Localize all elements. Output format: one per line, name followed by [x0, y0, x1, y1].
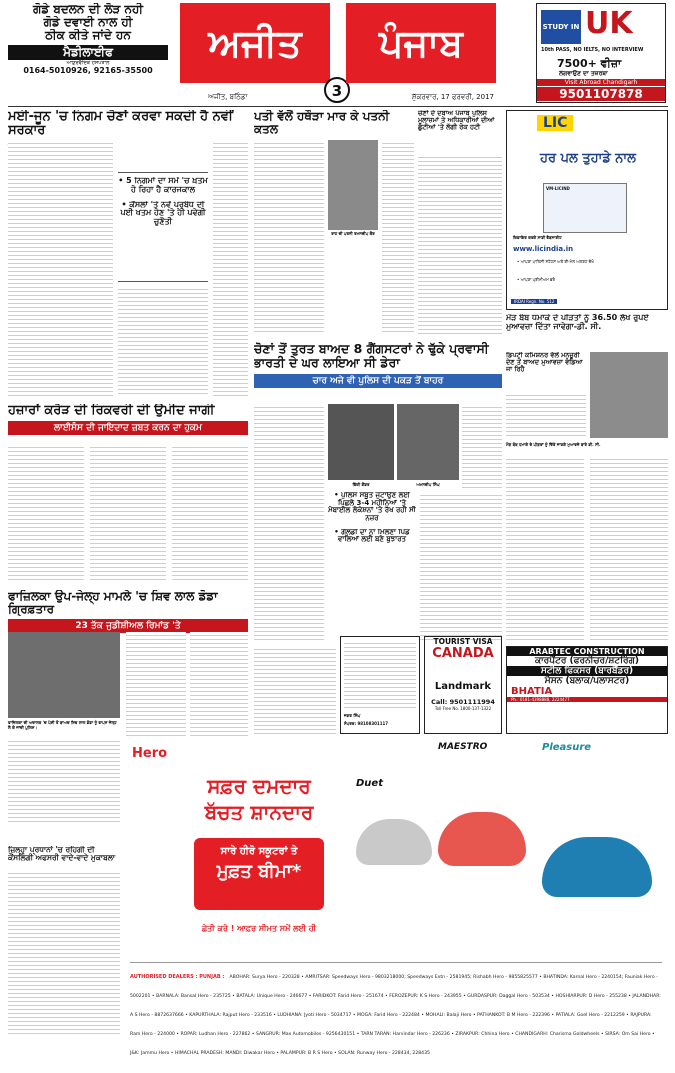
ear-ad-left: [8, 3, 168, 87]
article-hammer-murder: [254, 110, 414, 340]
article-body-a1b: [213, 140, 248, 396]
arabtec-agency: BHATIA: [511, 686, 553, 697]
headline-hammer-murder: ਪਤੀ ਵੱਲੋਂ ਹਥੌੜਾ ਮਾਰ ਕੇ ਪਤਨੀ ਕਤਲ: [254, 110, 390, 137]
masthead-edition: ਅਜੀਤ, ਬਠਿੰਡਾ: [208, 93, 248, 101]
ear-right-line2: ਲਗਵਾਉਣ ਦਾ ਤਜ਼ਰਬਾ: [559, 70, 608, 77]
ad-lic: [506, 110, 668, 310]
arabtec-phone: Ph.: 0181-4398888, 2224477: [507, 697, 667, 702]
caption-vicky-gounder: ਵਿੱਕੀ ਗੌਂਡਰ: [352, 482, 370, 487]
scooter-maestro-body: [438, 812, 526, 866]
ear-left-line3: ਠੀਕ ਕੀਤੇ ਜਾਂਦੇ ਹਨ: [45, 29, 131, 43]
photo-victim: [328, 140, 378, 230]
article-body-mid-center: [254, 646, 336, 734]
scooter-duet-label: Duet: [356, 778, 383, 789]
pull-quote-a1-2: • ਕੌਂਸਲਾਂ 'ਤੇ ਨਵੇਂ ਪ੍ਰਬੰਧ ਦੀ ਪਈ ਖਤਮ ਹੋਣ 'ਤੇ ਹੀ ਪਵੇਗੀ ਚੁਣੌਤੀ: [120, 200, 206, 227]
scooter-duet-body: [356, 819, 432, 865]
lic-slogan: ਹਰ ਪਲ ਤੁਹਾਡੇ ਨਾਲ: [540, 151, 636, 166]
scooter-maestro: [438, 742, 530, 902]
lic-reg: IRDAI Regn. No. 512: [511, 299, 557, 304]
ear-right-visa: 7500+ ਵੀਜ਼ਾ: [557, 57, 622, 70]
hero-offer-box: [194, 838, 324, 910]
ear-left-phones: 0164-5010926, 92165-35500: [23, 66, 153, 76]
visa-country: CANADA: [432, 646, 494, 661]
hero-dealers-title: AUTHORISED DEALERS : PUNJAB :: [130, 974, 225, 980]
photo-dc: [590, 352, 668, 438]
article-body-a6b: [506, 456, 584, 640]
headline-fazilka: ਫਾਜ਼ਿਲਕਾ ਉਪ-ਜੇਲ੍ਹ ਮਾਮਲੇ 'ਚ ਸ਼ਿਵ ਲਾਲ ਡੋਡਾ ਗ੍ਰਿਫ਼ਤਾਰ: [8, 590, 218, 617]
ad-matrimonial-body: [344, 640, 416, 710]
lic-phone-graphic: [543, 183, 627, 233]
article-nigam-elections: [8, 110, 248, 400]
article-body-a8c: [8, 738, 120, 822]
study-box: [541, 10, 581, 44]
caption-a2: ਰਾਹ ਦੀ ਪਤਨੀ ਰਮਨਦੀਪ ਕੌਰ: [331, 231, 375, 236]
pull-quote-a4-1: • ਪੁਲਿਸ ਸਬੂਤ ਜੁਟਾਉਣ ਲਈ ਪਿਛਲੇ 3-4 ਮਹੀਨਿਆਂ 'ਤੇ ਮੋਬਾਈਲ ਲੋਕੇਸ਼ਨਾਂ 'ਤੇ ਰੱਖ ਰਹੀ ਸੀ ਨਜ਼ਰ: [328, 492, 416, 523]
arabtec-sub2: ਸਟੀਲ ਫਿਕਸਰ (ਬਾਰਬੈਂਡਰ): [507, 666, 667, 676]
hero-brand: Hero: [132, 746, 168, 761]
strap-fazilka: 23 ਤੱਕ ਜੁਡੀਸ਼ੀਅਲ ਰਿਮਾਂਡ 'ਤੇ: [8, 619, 248, 633]
pull-quote-a1: [118, 172, 208, 282]
article-body-a7: [8, 444, 84, 582]
headline-gangsters: ਚੋਣਾਂ ਤੋਂ ਤੁਰਤ ਬਾਅਦ 8 ਗੈਂਗਸਟਰਾਂ ਨੇ ਢੁੱਕੇ ਪ੍ਰਵਾਸੀ ਭਾਰਤੀ ਦੇ ਘਰ ਲਾਇਆ ਸੀ ਡੇਰਾ: [254, 342, 489, 370]
pull-quote-a1-1: • 5 ਨਿਗਮਾਂ ਦਾ ਸਮੇਂ 'ਚ ਖ਼ਤਮ ਹੋ ਰਿਹਾ ਹੈ ਕਾਰਜਕਾਲ: [118, 177, 208, 194]
masthead-title-right: ਪੰਜਾਬ: [346, 3, 496, 83]
article-body-a3: [418, 154, 502, 334]
article-body-a7c: [172, 444, 248, 582]
ad-hero: [124, 738, 668, 1064]
ear-right-phone: 9501107878: [537, 87, 665, 101]
article-gangsters: [254, 342, 502, 644]
ad-matrimonial: [340, 636, 420, 734]
headline-maur-blast: ਮੌੜ ਬੰਬ ਧਮਾਕੇ ਦੇ ਪੀੜਤਾਂ ਨੂੰ 36.50 ਲੱਖ ਰੁਪਏ ਮੁਆਵਜ਼ਾ ਦਿੱਤਾ ਜਾਵੇਗਾ-ਡੀ. ਸੀ.: [506, 314, 649, 331]
ear-left-line2: ਗੋਡੇ ਦਵਾਈ ਨਾਲ ਹੀ: [43, 16, 133, 30]
headline-dc-compensation: ਡਿਪਟੀ ਕਮਿਸ਼ਨਰ ਵੱਲੋਂ ਮਨਜ਼ੂਰੀ ਦੇਣ ਤੋਂ ਬਾਅਦ ਮੁਆਵਜ਼ਾ ਵੰਡਿਆ ਜਾ ਰਿਹੈ: [506, 352, 583, 374]
masthead: [178, 3, 498, 103]
hero-dealers-list: ABOHAR: Surya Hero - 220328 • AMRITSAR: Speedways Hero - 9803218000; Speedways Extn - 2581945; Rishabh Hero - 9855825577 • BHATINDA: Karnal Hero - 2240154; Fauniak Hero - 5002201 • BARNALA: Bansal Hero - 235725 • BATALA: Unique Hero - 246677 • FARIDKOT: Farid Hero - 251674 • FEROZEPUR: K S Hero - 243955 • GURDASPUR: Daggal Hero - 503534 • HOSHIARPUR: D Hero - 255238 • JALANDHAR: A S Hero - 8872637666 • KAPURTHALA: Rajput Hero - 233516 • LUDHIANA: Jyoti Hero - 5034717 • MOGA: Farid Hero - 222484 • MOHALI: Balaji Hero • PATHANKOT: B M Hero - 222396 • PATIALA: Goel Hero - 2212259 • RAJPURA: Ram Hero - 224000 • ROPAR: Ludhan Hero - 227862 • SANGRUR: Max Automobiles - 9256430151 • TARN TARAN: Harvindar Hero - 226236 • ZIRAKPUR: Chhina Hero • CHANDIGARH: Charisma Goldwheels • SIRSA: Om Sai Hero • J&K: Jammu Hero • HIMACHAL PRADESH: MANDI: Diwakar Hero • PALAMPUR: B R S Hero • SOLAN: Runway Hero - 228434, 228435: [130, 975, 661, 1056]
scooter-pleasure-body: [542, 837, 652, 897]
article-body-a2b: [382, 140, 414, 335]
article-maur-blast: [506, 314, 668, 348]
photo-fazilka: [8, 632, 120, 718]
ad-tourist-visa: [424, 636, 502, 734]
lic-line2: • ਆਪਣਾ ਪਾਲਿਸੀ ਸਟੇਟਸ ਅਤੇ ਈ-ਮੇਲ ਅਲਰਟ ਦੇਖੋ: [517, 259, 594, 264]
scooter-maestro-label: MAESTRO: [438, 742, 488, 752]
strap-gangsters: ਚਾਰ ਅਜੇ ਵੀ ਪੁਲਿਸ ਦੀ ਪਕੜ ਤੋਂ ਬਾਹਰ: [254, 374, 502, 388]
ad-matrimonial-line1: ਜਗਤ ਸਿੰਘ: [344, 713, 361, 718]
photo-vicky-gounder: [328, 404, 394, 480]
masthead-rule: [8, 106, 668, 107]
hero-slogan-1: ਸਫ਼ਰ ਦਮਦਾਰ: [207, 774, 311, 798]
hero-cta: ਛੇਤੀ ਕਰੋ ! ਆਫ਼ਰ ਸੀਮਤ ਸਮੇਂ ਲਈ ਹੀ: [201, 924, 317, 933]
ear-right-line1: 10th PASS, NO IELTS, NO INTERVIEW: [541, 47, 644, 53]
caption-amandeep-singh: ਅਮਨਦੀਪ ਸਿੰਘ: [416, 482, 440, 487]
arabtec-title: ARABTEC CONSTRUCTION: [507, 647, 667, 656]
article-body-a4: [254, 404, 324, 642]
headline-recovery: ਹਜ਼ਾਰਾਂ ਕਰੋੜ ਦੀ ਰਿਕਵਰੀ ਦੀ ਉਮੀਦ ਜਾਗੀ: [8, 404, 215, 418]
caption-a6: ਮੌੜ ਬੰਬ ਧਮਾਕੇ ਦੇ ਪੀੜਤਾਂ ਨੂੰ ਦਿੱਤੇ ਜਾਣਗੇ ਮੁਆਵਜ਼ੇ ਬਾਰੇ ਡੀ. ਸੀ.: [506, 442, 601, 447]
ear-left-line1: ਗੋਡੇ ਬਦਲਨ ਦੀ ਲੋੜ ਨਹੀ: [33, 3, 143, 16]
strap-recovery: ਲਾਈਸੰਸ ਦੀ ਜਾਇਦਾਦ ਜ਼ਬਤ ਕਰਨ ਦਾ ਹੁਕਮ: [8, 421, 248, 435]
article-body-a6: [506, 392, 586, 438]
visa-title: TOURIST VISA: [433, 637, 493, 646]
hero-dealers-block: [130, 962, 662, 1061]
lic-brand: LIC: [537, 115, 573, 131]
article-district-presidents: [8, 846, 120, 1036]
ear-ad-right: [536, 3, 666, 103]
article-body-a9: [8, 870, 120, 1034]
ear-left-clinic: ਮੈਡੀਲਾਈਫ: [8, 45, 168, 60]
lic-line1: ਕਿਫ਼ਾਇਤ ਕਰਕੇ ਸਾਡੀ ਵੈਬਸਾਈਟ: [513, 235, 562, 240]
headline-police-leave: ਚੋਣਾਂ ਦੇ ਦਬਾਅ ਪੰਜਾਬ ਪੁਲਿਸ ਮੁਲਾਜ਼ਮਾਂ ਤੇ ਅਧਿਕਾਰੀਆਂ ਦੀਆਂ ਛੁੱਟੀਆਂ 'ਤੇ ਲੱਗੀ ਰੋਕ ਹਟੀ: [418, 110, 495, 132]
scooter-pleasure: [542, 742, 662, 942]
masthead-date: ਸ਼ੁੱਕਰਵਾਰ, 17 ਫਰਵਰੀ, 2017: [411, 93, 494, 101]
hero-offer-1: ਸਾਰੇ ਹੀਰੋ ਸਕੂਟਰਾਂ ਤੇ: [220, 846, 298, 857]
article-body-a1: [8, 140, 113, 396]
lic-url[interactable]: www.licindia.in: [513, 245, 574, 253]
caption-a8: ਫਾਜ਼ਿਲਕਾ ਦੀ ਅਦਾਲਤ 'ਚ ਪੇਸ਼ੀ ਤੋਂ ਬਾਅਦ ਸ਼ਿਵ ਲਾਲ ਡੋਡਾ ਨੂੰ ਵਾਪਸ ਜੇਲ੍ਹ ਲੈ ਕੇ ਜਾਂਦੀ ਪੁਲਿਸ।: [8, 720, 117, 730]
article-body-a1c: [118, 286, 208, 396]
visa-brand: Landmark: [434, 681, 492, 692]
ear-right-office: Visit Abroad Chandigarh: [537, 79, 665, 86]
lic-vm: VM-LICIND: [546, 186, 570, 191]
visa-toll: Toll Free No. 1800-137-1322: [434, 706, 492, 711]
ear-right-country: UK: [585, 6, 633, 41]
arabtec-sub1: ਕਾਰਪੈਂਟਰ (ਫਰਨੀਚਰ/ਸ਼ਟਰਿੰਗ): [534, 656, 640, 666]
ad-matrimonial-line2: ਸੰਪਰਕ: 98108301117: [344, 721, 389, 726]
pull-quote-a4-2: • ਗੋਲਡੀ ਦਾ ਨਾ ਮਿਲਣਾ ਪਿੰਡ ਵਾਲਿਆਂ ਲਈ ਬਣੇ ਬੁਝਾਰਤ: [334, 528, 410, 544]
article-body-a7b: [90, 444, 166, 582]
visa-phone: Call: 9501111994: [431, 698, 495, 706]
headline-nigam-elections: ਮਈ-ਜੂਨ 'ਚ ਨਿਗਮ ਚੋਣਾਂ ਕਰਵਾ ਸਕਦੀ ਹੈ ਨਵੀਂ ਸਰਕਾਰ: [8, 110, 233, 139]
scooter-pleasure-label: Pleasure: [542, 742, 592, 753]
photo-amandeep-singh: [397, 404, 459, 480]
article-dc-compensation: [506, 352, 668, 642]
masthead-title-left: ਅਜੀਤ: [180, 3, 330, 83]
hero-slogan-2: ਬੱਚਤ ਸ਼ਾਨਦਾਰ: [204, 800, 314, 824]
hero-offer-2: ਮੁਫ਼ਤ ਬੀਮਾ*: [216, 861, 302, 882]
arabtec-sub3: ਮੈਸਨ (ਬਲਾਕ/ਪਲਾਸਟਰ): [544, 676, 630, 686]
ear-left-clinic-sub: ਆਯੁਰਵੈਦਿਕ ਹਸਪਤਾਲ: [66, 59, 110, 66]
article-mid-center: [254, 646, 336, 736]
ad-arabtec: [506, 646, 668, 734]
article-police-leave: [418, 110, 502, 340]
article-recovery: [8, 404, 248, 584]
scooter-duet: [356, 778, 434, 898]
article-body-a6c: [590, 456, 668, 640]
headline-district-presidents: ਜ਼ਿਲ੍ਹਾ ਪ੍ਰਧਾਨਾਂ 'ਚ ਰਹਿਗੀ ਦੀ ਕੌਂਸਲਿੰਗੀ ਅਫਸਰੀ ਵਾਦੇ-ਵਾਦੇ ਮੁਕਾਬਲਾ: [8, 846, 115, 863]
lic-line3: • ਆਪਣਾ ਪ੍ਰੀਮੀਅਮ ਭਰੋ: [517, 277, 555, 282]
article-body-a2: [254, 140, 324, 335]
ear-right-study: STUDY IN: [542, 23, 580, 31]
page-number: 3: [324, 77, 350, 103]
article-body-a4b: [420, 492, 502, 642]
pull-quote-a4: [328, 492, 416, 642]
article-body-a4c: [462, 404, 502, 488]
